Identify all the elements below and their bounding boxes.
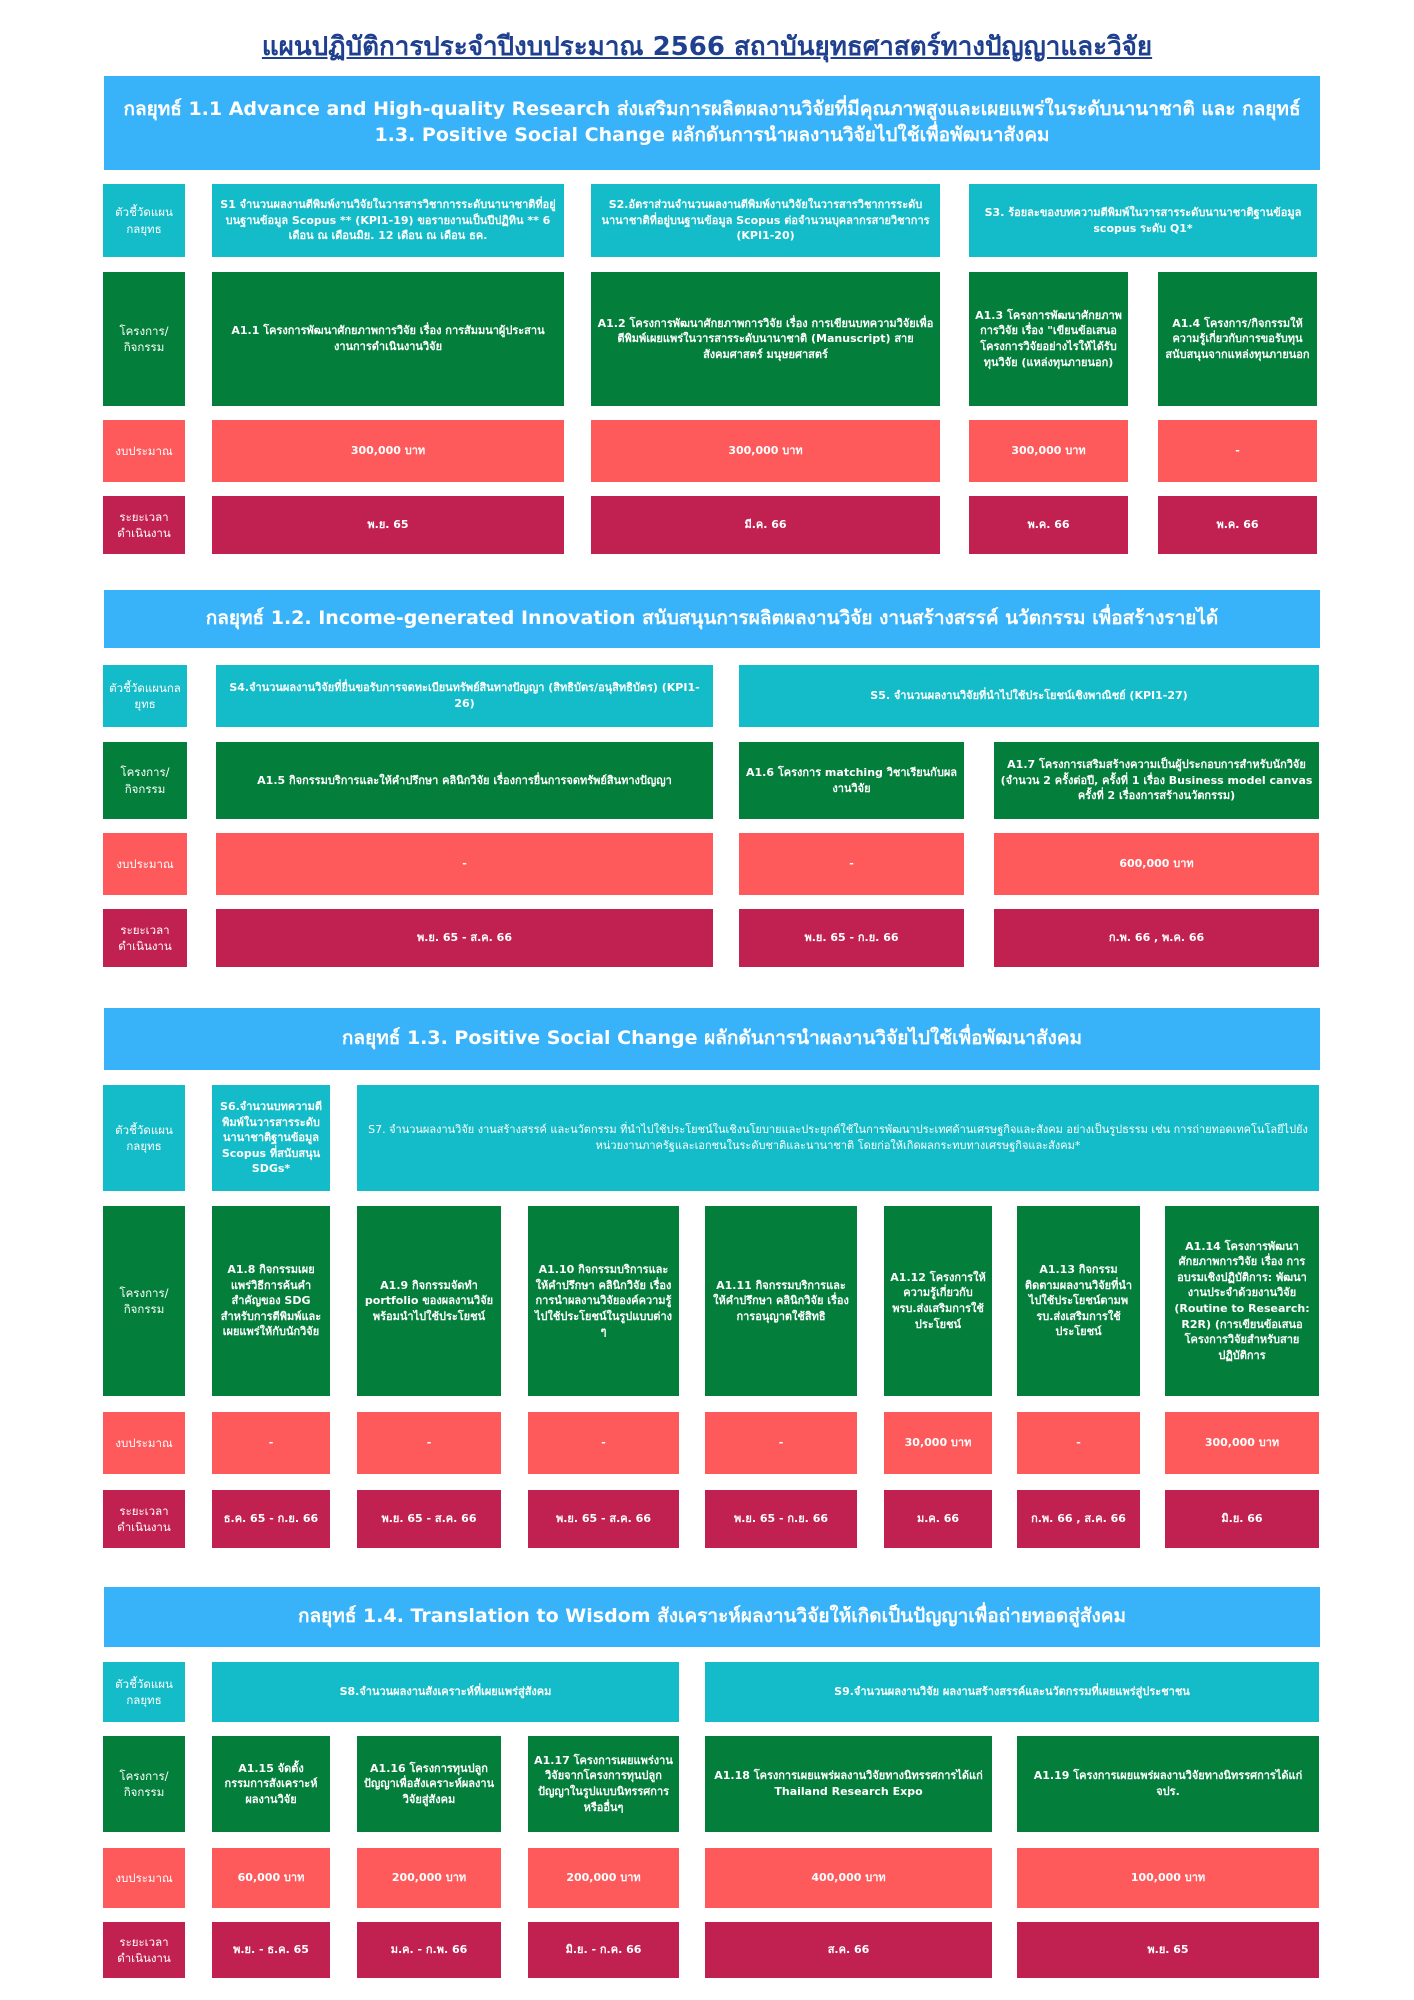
budget-a1-15: 60,000 บาท	[212, 1848, 330, 1908]
period-a1-17: มิ.ย. - ก.ค. 66	[528, 1922, 679, 1978]
project-a1-12: A1.12 โครงการให้ความรู้เกี่ยวกับ พรบ.ส่งเสริมการใช้ประโยชน์	[884, 1206, 992, 1396]
section-3-kpi-label: ตัวชี้วัดแผนกลยุทธ	[103, 1085, 185, 1191]
project-a1-5: A1.5 กิจกรรมบริการและให้คำปรึกษา คลินิกวิจัย เรื่องการยื่นการจดทรัพย์สินทางปัญญา	[216, 742, 713, 819]
section-4-budget-label: งบประมาณ	[103, 1848, 185, 1908]
project-a1-15: A1.15 จัดตั้งกรรมการสังเคราะห์ผลงานวิจัย	[212, 1736, 330, 1832]
period-a1-12: ม.ค. 66	[884, 1490, 992, 1548]
kpi-s1: S1 จำนวนผลงานตีพิมพ์งานวิจัยในวารสารวิชาการระดับนานาชาติที่อยู่บนฐานข้อมูล Scopus ** (KPI1-19) ขอรายงานเป็นปีปฏิทิน ** 6 เดือน ณ เดือนมิย. 12 เดือน ณ เดือน ธค.	[212, 184, 564, 257]
period-a1-16: ม.ค. - ก.พ. 66	[357, 1922, 501, 1978]
budget-a1-18: 400,000 บาท	[705, 1848, 992, 1908]
project-a1-8: A1.8 กิจกรรมเผยแพร่วิธีการค้นคำสำคัญของ SDG สำหรับการตีพิมพ์และเผยแพร่ให้กับนักวิจัย	[212, 1206, 330, 1396]
kpi-s2: S2.อัตราส่วนจำนวนผลงานตีพิมพ์งานวิจัยในวารสารวิชาการระดับนานาชาติที่อยู่บนฐานข้อมูล Scopus ต่อจำนวนบุคลากรสายวิชาการ (KPI1-20)	[591, 184, 940, 257]
section-3-header: กลยุทธ์ 1.3. Positive Social Change ผลักดันการนำผลงานวิจัยไปใช้เพื่อพัฒนาสังคม	[104, 1008, 1320, 1070]
budget-a1-17: 200,000 บาท	[528, 1848, 679, 1908]
period-a1-19: พ.ย. 65	[1017, 1922, 1319, 1978]
period-a1-7: ก.พ. 66 , พ.ค. 66	[994, 909, 1319, 967]
budget-a1-12: 30,000 บาท	[884, 1412, 992, 1474]
budget-a1-6: -	[739, 833, 964, 895]
section-4-kpi-label: ตัวชี้วัดแผนกลยุทธ	[103, 1662, 185, 1722]
project-a1-2: A1.2 โครงการพัฒนาศักยภาพการวิจัย เรื่อง การเขียนบทความวิจัยเพื่อตีพิมพ์เผยแพร่ในวารสารระดับนานาชาติ (Manuscript) สายสังคมศาสตร์ มนุษยศาสตร์	[591, 272, 940, 406]
period-a1-5: พ.ย. 65 - ส.ค. 66	[216, 909, 713, 967]
project-a1-18: A1.18 โครงการเผยแพร่ผลงานวิจัยทางนิทรรศการได้แก่ Thailand Research Expo	[705, 1736, 992, 1832]
project-a1-11: A1.11 กิจกรรมบริการและให้คำปรึกษา คลินิกวิจัย เรื่องการอนุญาตใช้สิทธิ	[705, 1206, 857, 1396]
section-2-header: กลยุทธ์ 1.2. Income-generated Innovation สนับสนุนการผลิตผลงานวิจัย งานสร้างสรรค์ นวัตกรรม เพื่อสร้างรายได้	[104, 590, 1320, 648]
kpi-s3: S3. ร้อยละของบทความตีพิมพ์ในวารสารระดับนานาชาติฐานข้อมูล scopus ระดับ Q1*	[969, 184, 1317, 257]
budget-a1-1: 300,000 บาท	[212, 420, 564, 482]
section-4-project-label: โครงการ/กิจกรรม	[103, 1736, 185, 1832]
period-a1-3: พ.ค. 66	[969, 496, 1128, 554]
section-3-period-label: ระยะเวลาดำเนินงาน	[103, 1490, 185, 1548]
kpi-s9: S9.จำนวนผลงานวิจัย ผลงานสร้างสรรค์และนวัตกรรมที่เผยแพร่สู่ประชาชน	[705, 1662, 1319, 1722]
section-1-kpi-label: ตัวชี้วัดแผนกลยุทธ	[103, 184, 185, 257]
section-1-header: กลยุทธ์ 1.1 Advance and High-quality Research ส่งเสริมการผลิตผลงานวิจัยที่มีคุณภาพสูงและเผยแพร่ในระดับนานาชาติ และ กลยุทธ์ 1.3. Positive Social Change ผลักดันการนำผลงานวิจัยไปใช้เพื่อพัฒนาสังคม	[104, 76, 1320, 170]
project-a1-10: A1.10 กิจกรรมบริการและให้คำปรึกษา คลินิกวิจัย เรื่องการนำผลงานวิจัยองค์ความรู้ไปใช้ประโยชน์ในรูปแบบต่าง ๆ	[528, 1206, 679, 1396]
budget-a1-14: 300,000 บาท	[1165, 1412, 1319, 1474]
section-1-budget-label: งบประมาณ	[103, 420, 185, 482]
project-a1-17: A1.17 โครงการเผยแพร่งานวิจัยจากโครงการทุนปลูกปัญญาในรูปแบบนิทรรศการ หรืออื่นๆ	[528, 1736, 679, 1832]
section-2-budget-label: งบประมาณ	[103, 833, 187, 895]
budget-a1-11: -	[705, 1412, 857, 1474]
budget-a1-9: -	[357, 1412, 501, 1474]
section-4-period-label: ระยะเวลาดำเนินงาน	[103, 1922, 185, 1978]
kpi-s8: S8.จำนวนผลงานสังเคราะห์ที่เผยแพร่สู่สังคม	[212, 1662, 679, 1722]
project-a1-1: A1.1 โครงการพัฒนาศักยภาพการวิจัย เรื่อง การสัมมนาผู้ประสานงานการดำเนินงานวิจัย	[212, 272, 564, 406]
period-a1-8: ธ.ค. 65 - ก.ย. 66	[212, 1490, 330, 1548]
project-a1-7: A1.7 โครงการเสริมสร้างความเป็นผู้ประกอบการสำหรับนักวิจัย (จำนวน 2 ครั้งต่อปี, ครั้งที่ 1 เรื่อง Business model canvas ครั้งที่ 2 เรื่องการสร้างนวัตกรรม)	[994, 742, 1319, 819]
period-a1-14: มิ.ย. 66	[1165, 1490, 1319, 1548]
budget-a1-7: 600,000 บาท	[994, 833, 1319, 895]
section-1-project-label: โครงการ/กิจกรรม	[103, 272, 185, 406]
section-4-header: กลยุทธ์ 1.4. Translation to Wisdom สังเคราะห์ผลงานวิจัยให้เกิดเป็นปัญญาเพื่อถ่ายทอดสู่สังคม	[104, 1587, 1320, 1647]
period-a1-9: พ.ย. 65 - ส.ค. 66	[357, 1490, 501, 1548]
period-a1-18: ส.ค. 66	[705, 1922, 992, 1978]
project-a1-16: A1.16 โครงการทุนปลูกปัญญาเพื่อสังเคราะห์ผลงานวิจัยสู่สังคม	[357, 1736, 501, 1832]
budget-a1-19: 100,000 บาท	[1017, 1848, 1319, 1908]
period-a1-6: พ.ย. 65 - ก.ย. 66	[739, 909, 964, 967]
section-1-period-label: ระยะเวลาดำเนินงาน	[103, 496, 185, 554]
project-a1-13: A1.13 กิจกรรมติดตามผลงานวิจัยที่นำไปใช้ประโยชน์ตามพรบ.ส่งเสริมการใช้ประโยชน์	[1017, 1206, 1140, 1396]
budget-a1-3: 300,000 บาท	[969, 420, 1128, 482]
budget-a1-8: -	[212, 1412, 330, 1474]
period-a1-11: พ.ย. 65 - ก.ย. 66	[705, 1490, 857, 1548]
budget-a1-10: -	[528, 1412, 679, 1474]
section-2-project-label: โครงการ/กิจกรรม	[103, 742, 187, 819]
project-a1-4: A1.4 โครงการ/กิจกรรมให้ความรู้เกี่ยวกับการขอรับทุนสนับสนุนจากแหล่งทุนภายนอก	[1158, 272, 1317, 406]
page-title: แผนปฏิบัติการประจำปีงบประมาณ 2566 สถาบันยุทธศาสตร์ทางปัญญาและวิจัย	[261, 32, 1153, 62]
section-2-period-label: ระยะเวลาดำเนินงาน	[103, 909, 187, 967]
budget-a1-16: 200,000 บาท	[357, 1848, 501, 1908]
kpi-s4: S4.จำนวนผลงานวิจัยที่ยื่นขอรับการจดทะเบียนทรัพย์สินทางปัญญา (สิทธิบัตร/อนุสิทธิบัตร) (KPI1-26)	[216, 665, 713, 727]
budget-a1-5: -	[216, 833, 713, 895]
project-a1-19: A1.19 โครงการเผยแพร่ผลงานวิจัยทางนิทรรศการได้แก่ จปร.	[1017, 1736, 1319, 1832]
budget-a1-4: -	[1158, 420, 1317, 482]
section-2-kpi-label: ตัวชี้วัดแผนกลยุทธ	[103, 665, 187, 727]
period-a1-15: พ.ย. - ธ.ค. 65	[212, 1922, 330, 1978]
project-a1-3: A1.3 โครงการพัฒนาศักยภาพการวิจัย เรื่อง "เขียนข้อเสนอโครงการวิจัยอย่างไรให้ได้รับทุนวิจัย (แหล่งทุนภายนอก)	[969, 272, 1128, 406]
period-a1-4: พ.ค. 66	[1158, 496, 1317, 554]
period-a1-13: ก.พ. 66 , ส.ค. 66	[1017, 1490, 1140, 1548]
project-a1-9: A1.9 กิจกรรมจัดทำ portfolio ของผลงานวิจัยพร้อมนำไปใช้ประโยชน์	[357, 1206, 501, 1396]
project-a1-6: A1.6 โครงการ matching วิชาเรียนกับผลงานวิจัย	[739, 742, 964, 819]
section-3-budget-label: งบประมาณ	[103, 1412, 185, 1474]
section-3-project-label: โครงการ/กิจกรรม	[103, 1206, 185, 1396]
budget-a1-13: -	[1017, 1412, 1140, 1474]
project-a1-14: A1.14 โครงการพัฒนาศักยภาพการวิจัย เรื่อง การอบรมเชิงปฏิบัติการ: พัฒนางานประจำด้วยงานวิจัย (Routine to Research: R2R) (การเขียนข้อเสนอโครงการวิจัยสำหรับสายปฏิบัติการ	[1165, 1206, 1319, 1396]
kpi-s7: S7. จำนวนผลงานวิจัย งานสร้างสรรค์ และนวัตกรรม ที่นำไปใช้ประโยชน์ในเชิงนโยบายและประยุกต์ใช้ในการพัฒนาประเทศด้านเศรษฐกิจและสังคม อย่างเป็นรูปธรรม เช่น การถ่ายทอดเทคโนโลยีไปยังหน่วยงานภาครัฐและเอกชนในระดับชาติและนานาชาติ โดยก่อให้เกิดผลกระทบทางเศรษฐกิจและสังคม*	[357, 1085, 1319, 1191]
period-a1-2: มี.ค. 66	[591, 496, 940, 554]
budget-a1-2: 300,000 บาท	[591, 420, 940, 482]
period-a1-10: พ.ย. 65 - ส.ค. 66	[528, 1490, 679, 1548]
period-a1-1: พ.ย. 65	[212, 496, 564, 554]
kpi-s6: S6.จำนวนบทความตีพิมพ์ในวารสารระดับนานาชาติฐานข้อมูล Scopus ที่สนับสนุน SDGs*	[212, 1085, 330, 1191]
kpi-s5: S5. จำนวนผลงานวิจัยที่นำไปใช้ประโยชน์เชิงพาณิชย์ (KPI1-27)	[739, 665, 1319, 727]
